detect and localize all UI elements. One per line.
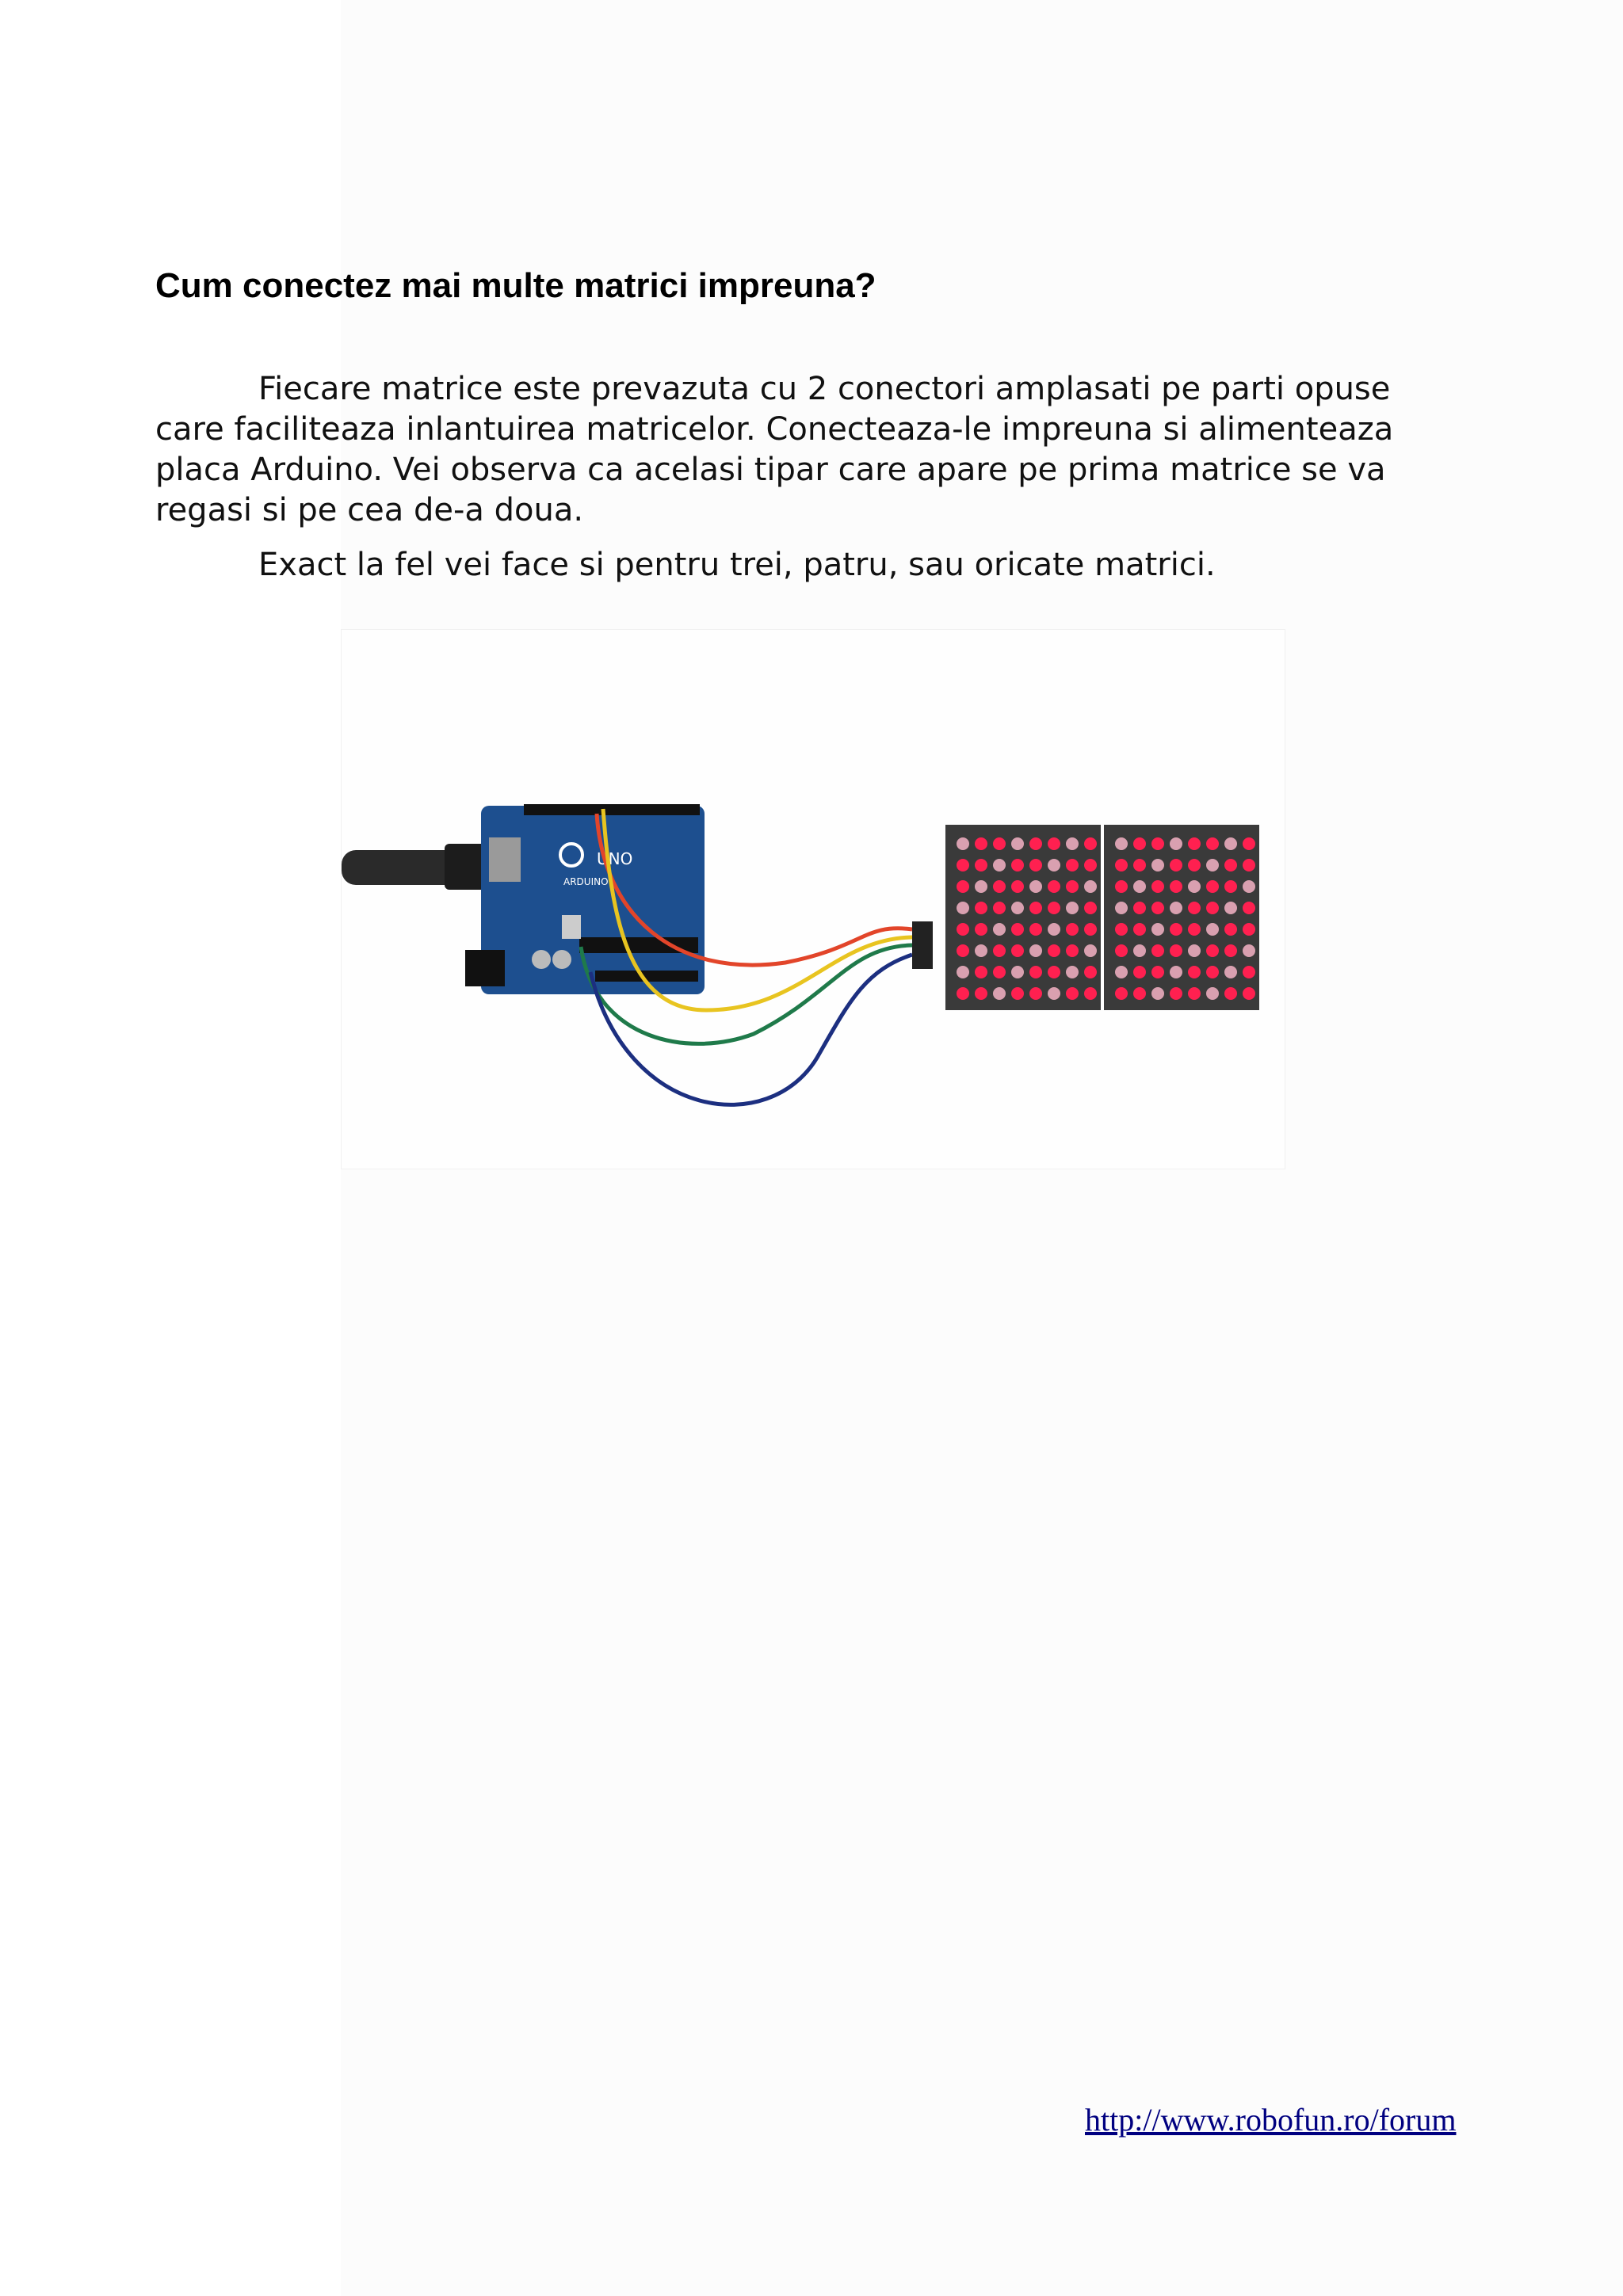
led-dot bbox=[1133, 923, 1146, 936]
led-dot bbox=[1029, 837, 1042, 850]
led-dot bbox=[975, 859, 987, 871]
led-dot bbox=[1084, 987, 1097, 1000]
led-dot bbox=[1115, 966, 1128, 978]
led-dot bbox=[1243, 923, 1255, 936]
led-dot bbox=[1206, 966, 1219, 978]
led-dot bbox=[1243, 944, 1255, 957]
led-dot bbox=[1115, 923, 1128, 936]
led-dot bbox=[1151, 966, 1164, 978]
led-dot bbox=[1151, 880, 1164, 893]
led-dot bbox=[1151, 859, 1164, 871]
led-dot bbox=[1188, 987, 1201, 1000]
led-dot bbox=[1243, 902, 1255, 914]
led-dot bbox=[1188, 880, 1201, 893]
led-matrix-1 bbox=[945, 825, 1101, 1010]
led-dot bbox=[1188, 966, 1201, 978]
led-dot bbox=[1115, 837, 1128, 850]
footer-forum-link[interactable]: http://www.robofun.ro/forum bbox=[1085, 2102, 1457, 2138]
led-dot bbox=[1188, 944, 1201, 957]
led-dot bbox=[1011, 880, 1024, 893]
led-dot bbox=[1206, 880, 1219, 893]
led-dot bbox=[1011, 902, 1024, 914]
matrix-connector bbox=[912, 921, 933, 969]
led-dot bbox=[1206, 902, 1219, 914]
led-dot bbox=[993, 859, 1006, 871]
led-dot bbox=[1170, 966, 1182, 978]
led-dot bbox=[1029, 944, 1042, 957]
led-dot bbox=[1170, 837, 1182, 850]
led-dot bbox=[1011, 923, 1024, 936]
led-dot bbox=[975, 880, 987, 893]
led-dot bbox=[1066, 944, 1079, 957]
led-dot bbox=[1029, 859, 1042, 871]
led-dot bbox=[957, 837, 969, 850]
led-dot bbox=[1206, 859, 1219, 871]
led-dot bbox=[1084, 902, 1097, 914]
led-dot bbox=[1115, 987, 1128, 1000]
led-dot bbox=[975, 944, 987, 957]
led-dot bbox=[993, 880, 1006, 893]
led-dot bbox=[975, 902, 987, 914]
led-dot bbox=[1151, 923, 1164, 936]
led-dot bbox=[1066, 987, 1079, 1000]
led-dot bbox=[1224, 880, 1237, 893]
board-brand: ARDUINO bbox=[563, 876, 609, 887]
led-dot bbox=[993, 902, 1006, 914]
led-dot bbox=[1170, 923, 1182, 936]
led-dot bbox=[1170, 987, 1182, 1000]
led-dot bbox=[1048, 923, 1060, 936]
led-dot bbox=[1084, 837, 1097, 850]
led-dot bbox=[1115, 944, 1128, 957]
led-dot bbox=[1133, 944, 1146, 957]
led-dot bbox=[1011, 837, 1024, 850]
led-dot bbox=[1133, 966, 1146, 978]
led-dot bbox=[1206, 944, 1219, 957]
led-matrix-2 bbox=[1104, 825, 1259, 1010]
led-dot bbox=[993, 966, 1006, 978]
led-dot bbox=[1029, 966, 1042, 978]
led-dot bbox=[1048, 902, 1060, 914]
led-dot bbox=[1243, 880, 1255, 893]
led-dot bbox=[1224, 902, 1237, 914]
led-dot bbox=[1133, 837, 1146, 850]
led-dot bbox=[1066, 859, 1079, 871]
led-dot bbox=[993, 944, 1006, 957]
led-dot bbox=[975, 987, 987, 1000]
led-dot bbox=[1084, 880, 1097, 893]
led-dot bbox=[1170, 859, 1182, 871]
led-dot bbox=[1029, 880, 1042, 893]
led-dot bbox=[1066, 966, 1079, 978]
led-dot bbox=[1243, 837, 1255, 850]
led-dot bbox=[1243, 987, 1255, 1000]
led-dot bbox=[957, 987, 969, 1000]
led-dot bbox=[1066, 880, 1079, 893]
led-dot bbox=[1133, 880, 1146, 893]
led-dot bbox=[1170, 902, 1182, 914]
led-dot bbox=[1206, 987, 1219, 1000]
led-dot bbox=[1066, 837, 1079, 850]
led-dot bbox=[1084, 859, 1097, 871]
led-dot bbox=[1084, 923, 1097, 936]
led-dot bbox=[993, 837, 1006, 850]
photo-illustration bbox=[342, 630, 1285, 1169]
led-dot bbox=[1170, 944, 1182, 957]
led-dot bbox=[957, 944, 969, 957]
led-dot bbox=[1170, 880, 1182, 893]
paragraph-2: Exact la fel vei face si pentru trei, patru, sau oricate matrici. bbox=[258, 547, 1216, 583]
led-dot bbox=[1048, 944, 1060, 957]
led-dot bbox=[1029, 987, 1042, 1000]
led-dot bbox=[993, 923, 1006, 936]
led-dot bbox=[1188, 837, 1201, 850]
led-dot bbox=[1243, 966, 1255, 978]
led-dot bbox=[1133, 859, 1146, 871]
led-dot bbox=[1066, 923, 1079, 936]
led-dot bbox=[1224, 944, 1237, 957]
led-dot bbox=[1048, 837, 1060, 850]
led-dot bbox=[1048, 859, 1060, 871]
led-dot bbox=[1224, 923, 1237, 936]
led-dot bbox=[1011, 966, 1024, 978]
led-dot bbox=[975, 966, 987, 978]
led-dot bbox=[1188, 923, 1201, 936]
led-dot bbox=[1115, 859, 1128, 871]
led-dot bbox=[1048, 987, 1060, 1000]
led-dot bbox=[975, 837, 987, 850]
led-dot bbox=[1206, 837, 1219, 850]
led-dot bbox=[1011, 944, 1024, 957]
led-dot bbox=[1011, 987, 1024, 1000]
led-dot bbox=[1029, 902, 1042, 914]
led-dot bbox=[1224, 966, 1237, 978]
led-dot bbox=[1133, 987, 1146, 1000]
led-dot bbox=[1188, 859, 1201, 871]
led-dot bbox=[957, 859, 969, 871]
led-dot bbox=[1115, 880, 1128, 893]
led-dot bbox=[1048, 880, 1060, 893]
led-dot bbox=[957, 902, 969, 914]
board-logo: UNO bbox=[597, 849, 633, 868]
led-dot bbox=[1029, 923, 1042, 936]
arduino-matrix-photo bbox=[341, 629, 1285, 1169]
led-dot bbox=[1084, 944, 1097, 957]
led-dot bbox=[1224, 859, 1237, 871]
led-dot bbox=[957, 923, 969, 936]
led-dot bbox=[1224, 837, 1237, 850]
led-dot bbox=[1188, 902, 1201, 914]
usb-cable bbox=[342, 850, 460, 885]
led-dot bbox=[1151, 987, 1164, 1000]
led-dot bbox=[1151, 944, 1164, 957]
led-dot bbox=[1048, 966, 1060, 978]
led-dot bbox=[957, 880, 969, 893]
led-dot bbox=[1133, 902, 1146, 914]
led-dot bbox=[1115, 902, 1128, 914]
led-dot bbox=[1084, 966, 1097, 978]
led-dot bbox=[1243, 859, 1255, 871]
led-dot bbox=[993, 987, 1006, 1000]
paragraph-1: Fiecare matrice este prevazuta cu 2 conectori amplasati pe parti opuse care faciliteaza inlantuirea matricelor. Conecteaza-le impreuna si alimenteaza placa Arduino. Vei observa ca acelasi tipar care apare pe prima matrice se va regasi si pe cea de-a doua. bbox=[155, 371, 1394, 528]
led-dot bbox=[1224, 987, 1237, 1000]
led-dot bbox=[1151, 902, 1164, 914]
led-dot bbox=[1151, 837, 1164, 850]
led-dot bbox=[957, 966, 969, 978]
led-dot bbox=[975, 923, 987, 936]
led-dot bbox=[1011, 859, 1024, 871]
led-dot bbox=[1066, 902, 1079, 914]
section-heading: Cum conectez mai multe matrici impreuna? bbox=[155, 266, 876, 305]
led-dot bbox=[1206, 923, 1219, 936]
